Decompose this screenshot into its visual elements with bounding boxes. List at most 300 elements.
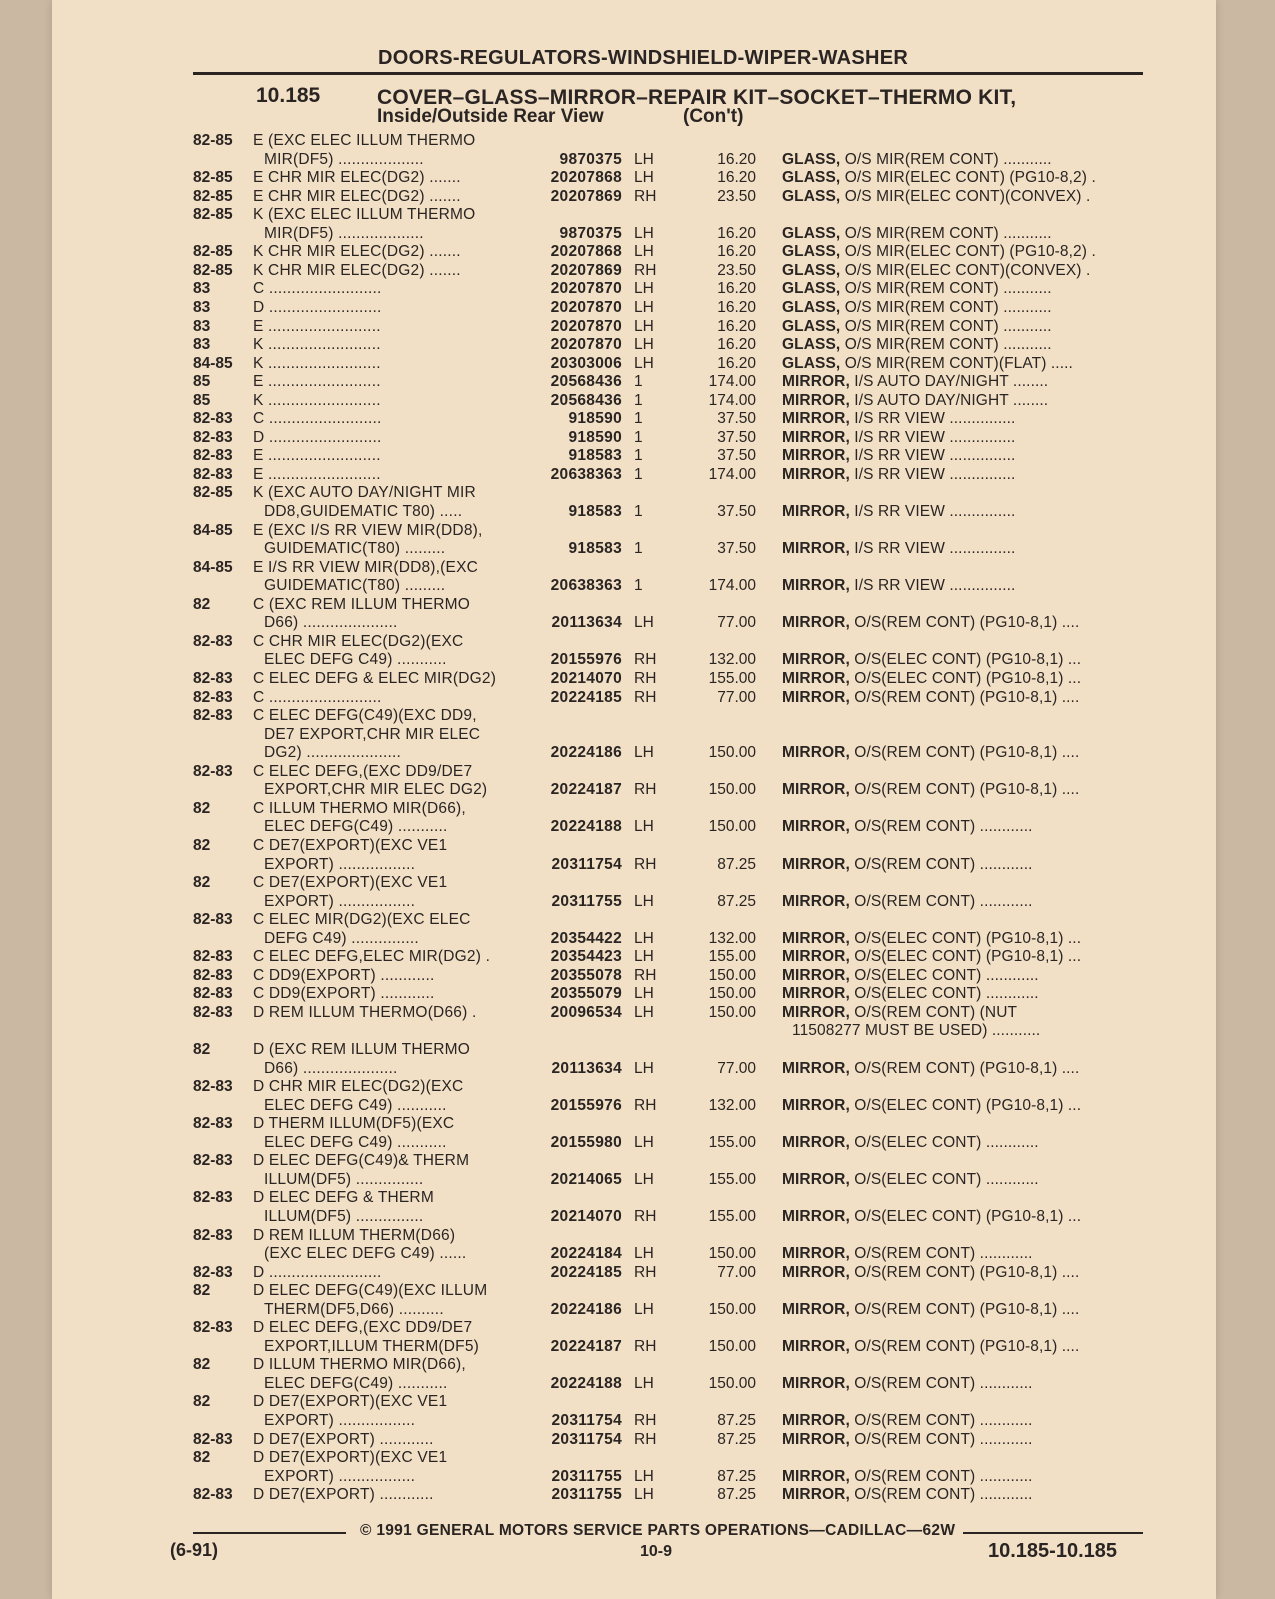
model-year: 82-83	[193, 762, 233, 780]
model-year: 82-83	[193, 948, 233, 966]
footer-rule-left	[193, 1532, 346, 1534]
part-name-detail: O/S(ELEC CONT) (PG10-8,1) ...	[849, 929, 1082, 947]
price: 37.50	[717, 410, 756, 428]
usage-description: K .........................	[253, 336, 381, 354]
part-name-noun: MIRROR,	[782, 540, 850, 558]
quantity: 1	[634, 577, 643, 595]
price: 77.00	[717, 1059, 756, 1077]
quantity: LH	[634, 150, 654, 168]
part-name-detail: I/S AUTO DAY/NIGHT ........	[849, 373, 1049, 391]
price: 87.25	[717, 855, 756, 873]
part-name	[782, 1430, 1144, 1449]
model-year: 83	[193, 336, 211, 354]
part-number: 20311754	[551, 1412, 622, 1429]
part-name	[782, 242, 1144, 261]
part-name-detail: O/S(ELEC CONT) (PG10-8,1) ...	[849, 1096, 1082, 1114]
part-name-detail: O/S(REM CONT) ............	[849, 1245, 1033, 1262]
part-name	[782, 1133, 1144, 1152]
part-number: 20568436	[550, 391, 622, 409]
price: 16.20	[717, 336, 756, 354]
table-row	[0, 1114, 1275, 1133]
model-year: 82	[193, 1282, 211, 1300]
model-year: 82-83	[193, 410, 233, 428]
usage-description: EXPORT) .................	[264, 892, 416, 910]
table-row	[0, 1300, 1275, 1319]
usage-description: C .........................	[253, 280, 382, 298]
part-number: 20224186	[550, 744, 622, 762]
model-year: 82	[193, 836, 211, 854]
model-year: 85	[193, 391, 211, 409]
part-number: 20113634	[551, 1059, 622, 1077]
table-row	[0, 743, 1275, 762]
part-name-detail: O/S(REM CONT) ............	[849, 818, 1033, 836]
table-row	[0, 187, 1275, 206]
part-name	[782, 1374, 1144, 1393]
price: 16.20	[717, 299, 756, 316]
part-name-detail: O/S MIR(ELEC CONT)(CONVEX) .	[840, 261, 1091, 279]
table-row	[0, 632, 1275, 651]
table-row	[0, 1411, 1275, 1430]
quantity: RH	[634, 688, 657, 706]
part-name-noun: MIRROR,	[782, 985, 850, 1003]
part-number: 20207870	[550, 317, 622, 335]
part-number: 20638363	[550, 465, 622, 483]
model-year: 82-83	[193, 1263, 233, 1281]
model-year: 82-83	[193, 707, 233, 725]
usage-description: D THERM ILLUM(DF5)(EXC	[253, 1115, 455, 1133]
model-year: 82-83	[193, 1078, 233, 1096]
part-name-detail: I/S RR VIEW ...............	[849, 428, 1016, 446]
part-number: 20355079	[550, 985, 622, 1003]
part-name-detail: O/S MIR(REM CONT) ...........	[840, 224, 1052, 242]
part-name-noun: MIRROR,	[782, 688, 850, 706]
part-name-noun: MIRROR,	[782, 1374, 850, 1392]
model-year: 82	[193, 1041, 211, 1058]
table-row	[0, 1467, 1275, 1486]
model-year: 82	[193, 1393, 211, 1411]
quantity: LH	[634, 169, 654, 187]
part-number: 20207868	[550, 169, 622, 187]
part-number: 20214070	[550, 1207, 622, 1225]
part-name	[782, 261, 1144, 280]
usage-description: C ELEC DEFG & ELEC MIR(DG2)	[253, 670, 497, 687]
part-number: 20354423	[550, 948, 622, 966]
price: 77.00	[717, 1263, 756, 1281]
part-name-detail: I/S RR VIEW ...............	[849, 540, 1016, 558]
model-year: 82-85	[193, 243, 233, 261]
usage-description: C ELEC DEFG(C49)(EXC DD9,	[253, 707, 477, 725]
part-number: 20224185	[550, 688, 622, 706]
footer-section-range: 10.185-10.185	[988, 1540, 1118, 1562]
table-row	[0, 261, 1275, 280]
part-name-detail: O/S MIR(ELEC CONT) (PG10-8,2) .	[840, 243, 1096, 261]
price: 37.50	[717, 428, 756, 446]
section-title: COVER–GLASS–MIRROR–REPAIR KIT–SOCKET–THERMO KIT,	[377, 86, 1017, 109]
model-year: 82	[193, 1449, 211, 1466]
part-name-noun: GLASS,	[782, 280, 841, 298]
price: 23.50	[717, 261, 756, 279]
price: 150.00	[708, 1003, 756, 1021]
part-name	[782, 1485, 1144, 1504]
part-name-noun: MIRROR,	[782, 1467, 850, 1485]
usage-description: THERM(DF5,D66) ..........	[264, 1300, 444, 1318]
part-name-detail: O/S MIR(REM CONT) ...........	[840, 317, 1052, 335]
usage-description: E CHR MIR ELEC(DG2) .......	[253, 169, 461, 187]
table-row	[0, 799, 1275, 818]
quantity: LH	[634, 1467, 654, 1485]
table-row	[0, 576, 1275, 595]
footer-copyright: © 1991 GENERAL MOTORS SERVICE PARTS OPERATIONS—CADILLAC—62W	[360, 1522, 956, 1539]
quantity: LH	[634, 224, 654, 242]
quantity: RH	[634, 855, 657, 873]
part-name	[782, 1244, 1144, 1263]
table-row	[0, 1318, 1275, 1337]
table-row	[0, 335, 1275, 354]
part-name	[782, 168, 1144, 187]
usage-description: C DE7(EXPORT)(EXC VE1	[253, 874, 448, 891]
part-name-noun: MIRROR,	[782, 651, 850, 669]
price: 150.00	[708, 781, 756, 799]
usage-description: K CHR MIR ELEC(DG2) .......	[253, 243, 461, 261]
price: 150.00	[708, 1300, 756, 1318]
model-year: 82-83	[193, 1189, 233, 1207]
part-number: 20568436	[550, 373, 622, 391]
table-row	[0, 1392, 1275, 1411]
table-row	[0, 1337, 1275, 1356]
part-number: 20214065	[550, 1170, 622, 1188]
quantity: 1	[634, 428, 643, 446]
part-name	[782, 335, 1144, 354]
quantity: LH	[634, 317, 654, 335]
table-row	[0, 391, 1275, 410]
table-row	[0, 428, 1275, 447]
part-number: 918583	[568, 447, 622, 465]
usage-description: EXPORT) .................	[264, 1412, 416, 1429]
part-name	[782, 428, 1144, 447]
model-year: 83	[193, 299, 211, 316]
part-number: 20311755	[551, 1486, 622, 1504]
usage-description: D ELEC DEFG & THERM	[253, 1189, 434, 1207]
usage-description: D REM ILLUM THERMO(D66) .	[253, 1003, 477, 1021]
model-year: 82-83	[193, 1430, 233, 1448]
part-name-detail: O/S(REM CONT) ............	[849, 1486, 1033, 1504]
model-year: 84-85	[193, 558, 233, 576]
part-name	[782, 391, 1144, 410]
quantity: 1	[634, 447, 643, 465]
model-year: 82	[193, 874, 211, 891]
usage-description: C DE7(EXPORT)(EXC VE1	[253, 836, 448, 854]
part-name-noun: MIRROR,	[782, 1096, 850, 1114]
price: 37.50	[717, 503, 756, 520]
part-name-noun: MIRROR,	[782, 781, 850, 799]
table-row	[0, 298, 1275, 317]
part-name-detail: O/S(ELEC CONT) ............	[849, 985, 1039, 1003]
part-name	[782, 354, 1144, 373]
price: 16.20	[717, 169, 756, 187]
part-name-detail: I/S RR VIEW ...............	[849, 410, 1016, 428]
price: 174.00	[708, 373, 756, 391]
part-name	[782, 539, 1144, 558]
part-name	[792, 1021, 1144, 1040]
part-name	[782, 502, 1144, 521]
table-row	[0, 521, 1275, 540]
part-name	[782, 650, 1144, 669]
price: 37.50	[717, 540, 756, 558]
table-row	[0, 502, 1275, 521]
table-row	[0, 1040, 1275, 1059]
model-year: 82-83	[193, 428, 233, 446]
usage-description: D REM ILLUM THERM(D66)	[253, 1226, 456, 1244]
section-number: 10.185	[256, 84, 321, 107]
price: 77.00	[717, 688, 756, 706]
part-name-detail: O/S(ELEC CONT) ............	[849, 1133, 1039, 1151]
quantity: LH	[634, 744, 654, 762]
usage-description: DE7 EXPORT,CHR MIR ELEC	[264, 725, 481, 743]
part-name-noun: MIRROR,	[782, 1133, 850, 1151]
part-number: 20207869	[550, 187, 622, 205]
model-year: 82-83	[193, 911, 233, 929]
usage-description: C ELEC DEFG,(EXC DD9/DE7	[253, 762, 473, 780]
part-name-detail: 11508277 MUST BE USED) ...........	[792, 1022, 1041, 1040]
part-name-noun: GLASS,	[782, 150, 841, 168]
model-year: 82-83	[193, 447, 233, 465]
table-row	[0, 1374, 1275, 1393]
part-name-noun: MIRROR,	[782, 447, 850, 465]
price: 174.00	[708, 391, 756, 409]
part-name-noun: MIRROR,	[782, 1003, 850, 1021]
part-number: 918583	[568, 540, 622, 558]
price: 150.00	[708, 985, 756, 1003]
part-name	[782, 1003, 1144, 1022]
part-name-noun: GLASS,	[782, 336, 841, 354]
table-row	[0, 446, 1275, 465]
usage-description: GUIDEMATIC(T80) .........	[264, 577, 446, 595]
usage-description: D (EXC REM ILLUM THERMO	[253, 1041, 471, 1058]
model-year: 82-83	[193, 465, 233, 483]
usage-description: C CHR MIR ELEC(DG2)(EXC	[253, 632, 464, 650]
part-name-noun: GLASS,	[782, 169, 841, 187]
model-year: 82-83	[193, 985, 233, 1003]
part-name-noun: MIRROR,	[782, 929, 850, 947]
section-subtitle: Inside/Outside Rear View	[377, 106, 604, 127]
usage-description: D .........................	[253, 1263, 382, 1281]
part-name-detail: O/S MIR(REM CONT) ...........	[840, 280, 1052, 298]
part-name	[782, 1170, 1144, 1189]
part-name-noun: GLASS,	[782, 187, 841, 205]
table-row	[0, 372, 1275, 391]
quantity: LH	[634, 892, 654, 910]
table-row	[0, 1096, 1275, 1115]
usage-description: C DD9(EXPORT) ............	[253, 966, 435, 984]
part-name-detail: O/S(REM CONT) ............	[849, 1467, 1033, 1485]
part-name	[782, 279, 1144, 298]
usage-description: ELEC DEFG C49) ...........	[264, 1096, 447, 1114]
usage-description: D .........................	[253, 428, 382, 446]
model-year: 82-83	[193, 688, 233, 706]
model-year: 82-85	[193, 169, 233, 187]
part-name-detail: O/S(REM CONT) ............	[849, 1430, 1033, 1448]
usage-description: C .........................	[253, 410, 382, 428]
usage-description: D ELEC DEFG,(EXC DD9/DE7	[253, 1319, 473, 1337]
part-name	[782, 780, 1144, 799]
part-name-detail: O/S(ELEC CONT) ............	[849, 966, 1039, 984]
table-row	[0, 279, 1275, 298]
usage-description: D DE7(EXPORT) ............	[253, 1430, 434, 1448]
quantity: LH	[634, 1003, 654, 1021]
usage-description: MIR(DF5) ...................	[264, 224, 424, 242]
part-name-noun: GLASS,	[782, 224, 841, 242]
usage-description: D DE7(EXPORT)(EXC VE1	[253, 1393, 448, 1411]
usage-description: ELEC DEFG(C49) ...........	[264, 818, 448, 836]
part-number: 918590	[568, 428, 622, 446]
quantity: LH	[634, 1300, 654, 1318]
quantity: LH	[634, 243, 654, 261]
usage-description: DG2) .....................	[264, 744, 401, 762]
usage-description: E CHR MIR ELEC(DG2) .......	[253, 187, 461, 205]
part-name	[782, 446, 1144, 465]
price: 87.25	[717, 1467, 756, 1485]
model-year: 82-83	[193, 632, 233, 650]
price: 155.00	[708, 948, 756, 966]
part-name-detail: O/S(ELEC CONT) (PG10-8,1) ...	[849, 948, 1082, 966]
table-row	[0, 725, 1275, 744]
part-name-detail: O/S MIR(REM CONT)(FLAT) .....	[840, 354, 1073, 372]
table-row	[0, 595, 1275, 614]
part-name-detail: I/S RR VIEW ...............	[849, 577, 1016, 595]
part-name-noun: MIRROR,	[782, 410, 850, 428]
table-row	[0, 892, 1275, 911]
part-name-detail: O/S(REM CONT) ............	[849, 1412, 1033, 1429]
part-number: 20207869	[550, 261, 622, 279]
part-name	[782, 224, 1144, 243]
price: 174.00	[708, 465, 756, 483]
usage-description: C .........................	[253, 688, 382, 706]
page-header-title: DOORS-REGULATORS-WINDSHIELD-WIPER-WASHER	[378, 47, 909, 69]
table-row	[0, 483, 1275, 502]
part-name-noun: MIRROR,	[782, 1486, 850, 1504]
quantity: RH	[634, 1412, 657, 1429]
part-name	[782, 613, 1144, 632]
part-name-detail: O/S(ELEC CONT) (PG10-8,1) ...	[849, 670, 1082, 687]
part-name-detail: O/S(ELEC CONT) (PG10-8,1) ...	[849, 1207, 1082, 1225]
part-number: 20155980	[550, 1133, 622, 1151]
part-name-noun: MIRROR,	[782, 1263, 850, 1281]
part-name	[782, 465, 1144, 484]
part-name-noun: MIRROR,	[782, 1430, 850, 1448]
part-name-detail: O/S MIR(ELEC CONT) (PG10-8,2) .	[840, 169, 1096, 187]
part-name	[782, 298, 1144, 317]
table-row	[0, 984, 1275, 1003]
part-number: 20311754	[551, 855, 622, 873]
table-row	[0, 205, 1275, 224]
usage-description: K .........................	[253, 354, 381, 372]
model-year: 82-83	[193, 1152, 233, 1170]
quantity: LH	[634, 336, 654, 354]
table-row	[0, 873, 1275, 892]
table-row	[0, 1226, 1275, 1245]
part-name	[782, 1096, 1144, 1115]
table-row	[0, 910, 1275, 929]
part-name-noun: GLASS,	[782, 354, 841, 372]
quantity: RH	[634, 1096, 657, 1114]
part-number: 20155976	[550, 1096, 622, 1114]
table-row	[0, 409, 1275, 428]
price: 150.00	[708, 966, 756, 984]
usage-description: GUIDEMATIC(T80) .........	[264, 540, 446, 558]
part-name-detail: O/S(REM CONT) (PG10-8,1) ....	[849, 1059, 1080, 1077]
usage-description: K (EXC AUTO DAY/NIGHT MIR	[253, 484, 476, 502]
part-number: 20096534	[550, 1003, 622, 1021]
model-year: 82-83	[193, 1003, 233, 1021]
part-number: 20155976	[550, 651, 622, 669]
usage-description: D ELEC DEFG(C49)(EXC ILLUM	[253, 1282, 488, 1300]
quantity: LH	[634, 1059, 654, 1077]
model-year: 82-83	[193, 670, 233, 687]
table-row	[0, 131, 1275, 150]
usage-description: E (EXC ELEC ILLUM THERMO	[253, 132, 476, 149]
part-name	[782, 947, 1144, 966]
table-row	[0, 1244, 1275, 1263]
model-year: 82	[193, 595, 211, 613]
quantity: 1	[634, 540, 643, 558]
table-row	[0, 242, 1275, 261]
table-row	[0, 1263, 1275, 1282]
price: 150.00	[708, 818, 756, 836]
part-name-detail: O/S(ELEC CONT) ............	[849, 1170, 1039, 1188]
part-number: 20303006	[550, 354, 622, 372]
price: 150.00	[708, 1337, 756, 1355]
table-row	[0, 150, 1275, 169]
price: 37.50	[717, 447, 756, 465]
section-continued: (Con't)	[683, 106, 744, 127]
table-row	[0, 929, 1275, 948]
part-name-detail: I/S RR VIEW ...............	[849, 503, 1016, 520]
part-name-noun: MIRROR,	[782, 948, 850, 966]
model-year: 82-85	[193, 187, 233, 205]
usage-description: C (EXC REM ILLUM THERMO	[253, 595, 471, 613]
table-row	[0, 1355, 1275, 1374]
part-number: 20224186	[550, 1300, 622, 1318]
usage-description: ILLUM(DF5) ...............	[264, 1207, 424, 1225]
table-row	[0, 613, 1275, 632]
part-name-noun: GLASS,	[782, 243, 841, 261]
price: 132.00	[708, 651, 756, 669]
table-row	[0, 1077, 1275, 1096]
part-name-noun: GLASS,	[782, 261, 841, 279]
part-name-noun: MIRROR,	[782, 744, 850, 762]
price: 16.20	[717, 317, 756, 335]
quantity: LH	[634, 929, 654, 947]
part-name-noun: MIRROR,	[782, 818, 850, 836]
quantity: RH	[634, 966, 657, 984]
usage-description: D66) .....................	[264, 1059, 398, 1077]
model-year: 83	[193, 280, 211, 298]
table-row	[0, 688, 1275, 707]
part-name-detail: O/S(REM CONT) (PG10-8,1) ....	[849, 1337, 1080, 1355]
part-number: 20224188	[550, 1374, 622, 1392]
usage-description: DD8,GUIDEMATIC T80) .....	[264, 503, 463, 520]
usage-description: D ELEC DEFG(C49)& THERM	[253, 1152, 470, 1170]
table-row	[0, 465, 1275, 484]
table-row	[0, 1170, 1275, 1189]
part-name	[782, 855, 1144, 874]
part-name-noun: GLASS,	[782, 317, 841, 335]
part-name	[782, 150, 1144, 169]
part-name	[782, 1337, 1144, 1356]
part-name	[782, 372, 1144, 391]
quantity: RH	[634, 651, 657, 669]
model-year: 82-85	[193, 132, 233, 149]
